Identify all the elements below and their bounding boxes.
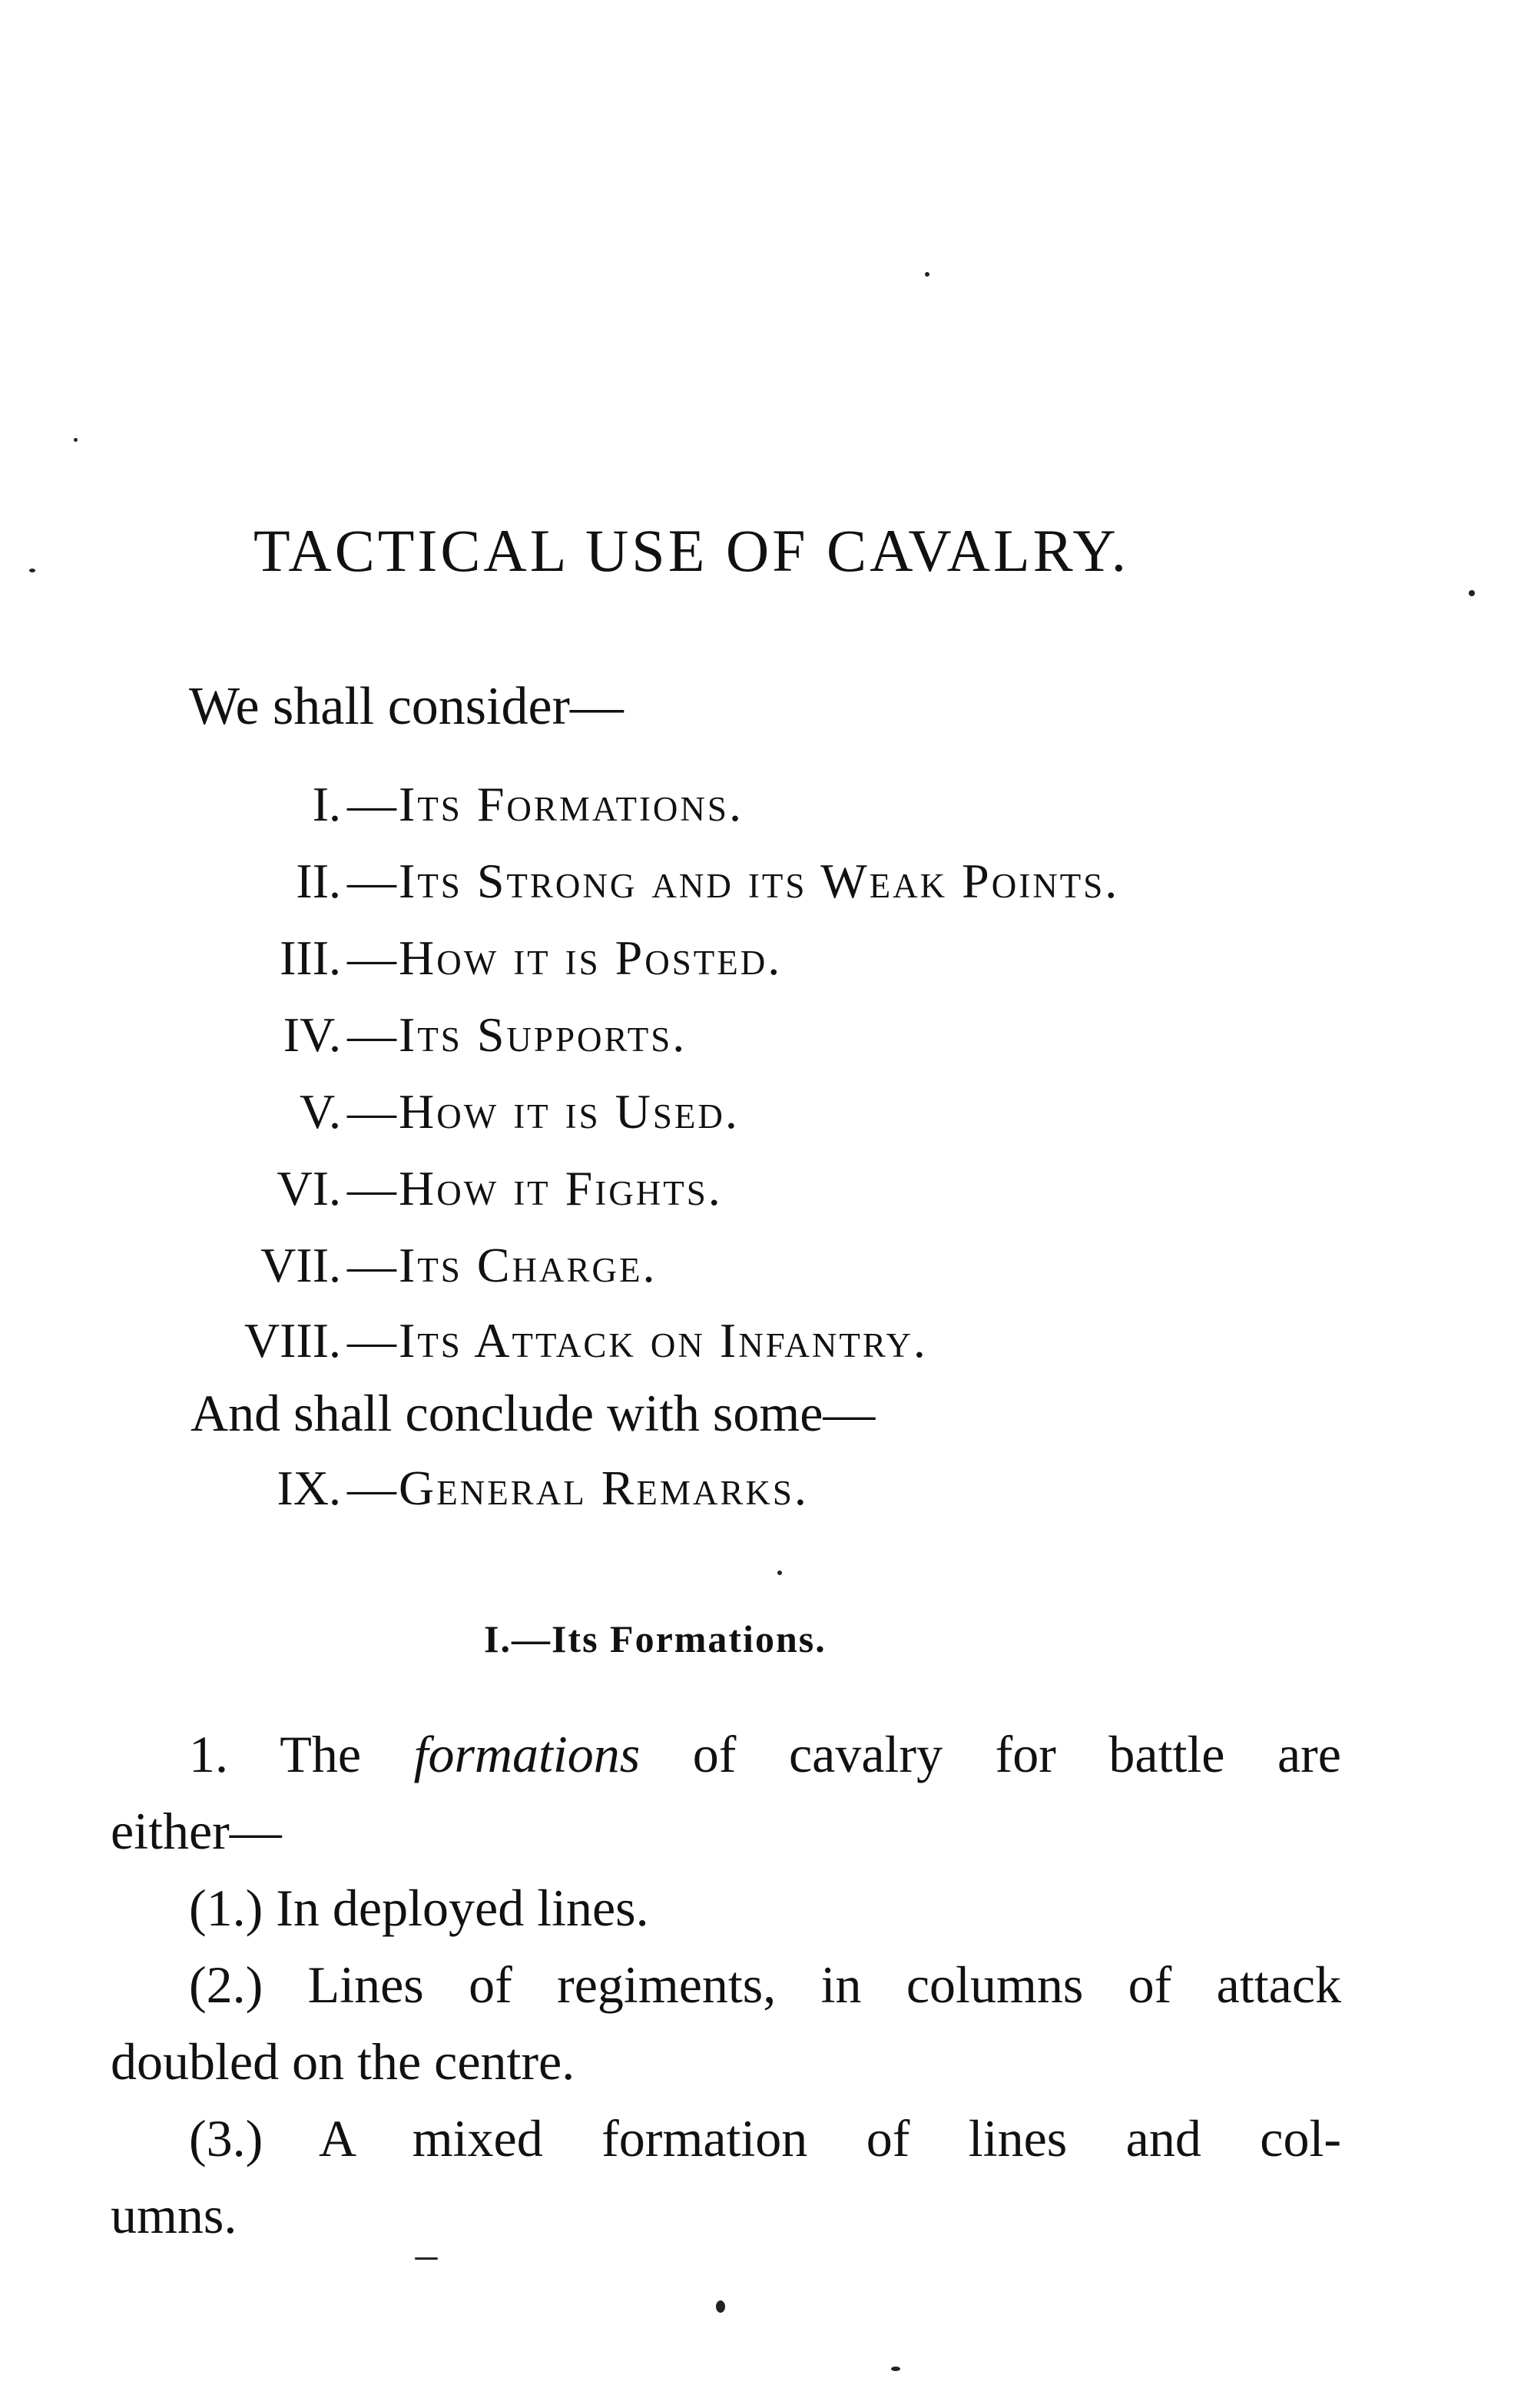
- paper-speck: [29, 569, 35, 572]
- paper-speck: [925, 272, 929, 277]
- list-item-continuation: umns.: [111, 2186, 237, 2244]
- paper-speck: [1469, 590, 1475, 596]
- list-item: (1.) In deployed lines.: [189, 1879, 649, 1937]
- toc-number: VI.: [277, 1161, 341, 1216]
- toc-number: VIII.: [244, 1313, 341, 1368]
- list-item-continuation: doubled on the centre.: [111, 2032, 575, 2091]
- toc-text: Its Strong and its Weak Points.: [399, 854, 1120, 908]
- section-heading: I.—Its Formations.: [484, 1617, 827, 1660]
- toc-text: How it Fights.: [399, 1161, 723, 1216]
- toc-number: IV.: [283, 1007, 341, 1062]
- toc-item: VII. —Its Charge.: [0, 1237, 1534, 1314]
- emphasis-text: formations: [413, 1725, 641, 1783]
- paper-speck: [716, 2300, 725, 2313]
- toc-item: I. —Its Formations.: [0, 776, 1534, 853]
- toc-text: Its Charge.: [399, 1238, 658, 1292]
- toc-number: I.: [312, 777, 341, 831]
- toc-item-final: IX. —General Remarks.: [0, 1460, 1534, 1537]
- toc-text: General Remarks.: [399, 1461, 809, 1515]
- paper-speck: [891, 2367, 900, 2371]
- toc-item: III. —How it is Posted.: [0, 930, 1534, 1007]
- toc-text: Its Formations.: [399, 777, 744, 831]
- toc-text: How it is Posted.: [399, 930, 783, 985]
- toc-number: IX.: [277, 1461, 341, 1515]
- toc-item: IV. —Its Supports.: [0, 1007, 1534, 1083]
- toc-number: III.: [280, 930, 341, 985]
- toc-item: VI. —How it Fights.: [0, 1160, 1534, 1237]
- toc-number: VII.: [260, 1238, 341, 1292]
- toc-item: VIII. —Its Attack on Infantry.: [0, 1312, 1534, 1389]
- intro-line: We shall consider—: [189, 677, 624, 736]
- paragraph-line: either—: [111, 1802, 282, 1860]
- toc-item: V. —How it is Used.: [0, 1083, 1534, 1160]
- toc-text: Its Attack on Infantry.: [399, 1313, 928, 1368]
- toc-number: V.: [300, 1084, 341, 1139]
- paragraph-line: 1. The formations of cavalry for battle are: [189, 1725, 1341, 1783]
- toc-item: II. —Its Strong and its Weak Points.: [0, 853, 1534, 930]
- paper-speck: [74, 438, 78, 442]
- toc-text: Its Supports.: [399, 1007, 687, 1062]
- paper-speck: [777, 1571, 782, 1575]
- list-item: (2.) Lines of regiments, in columns of attack: [189, 1955, 1341, 2014]
- chapter-title: TACTICAL USE OF CAVALRY.: [253, 517, 1130, 584]
- toc-number: II.: [296, 854, 341, 908]
- conclude-line: And shall conclude with some—: [191, 1384, 876, 1442]
- list-item: (3.) A mixed formation of lines and col-: [189, 2109, 1341, 2168]
- paper-speck: [415, 2257, 438, 2260]
- toc-text: How it is Used.: [399, 1084, 740, 1139]
